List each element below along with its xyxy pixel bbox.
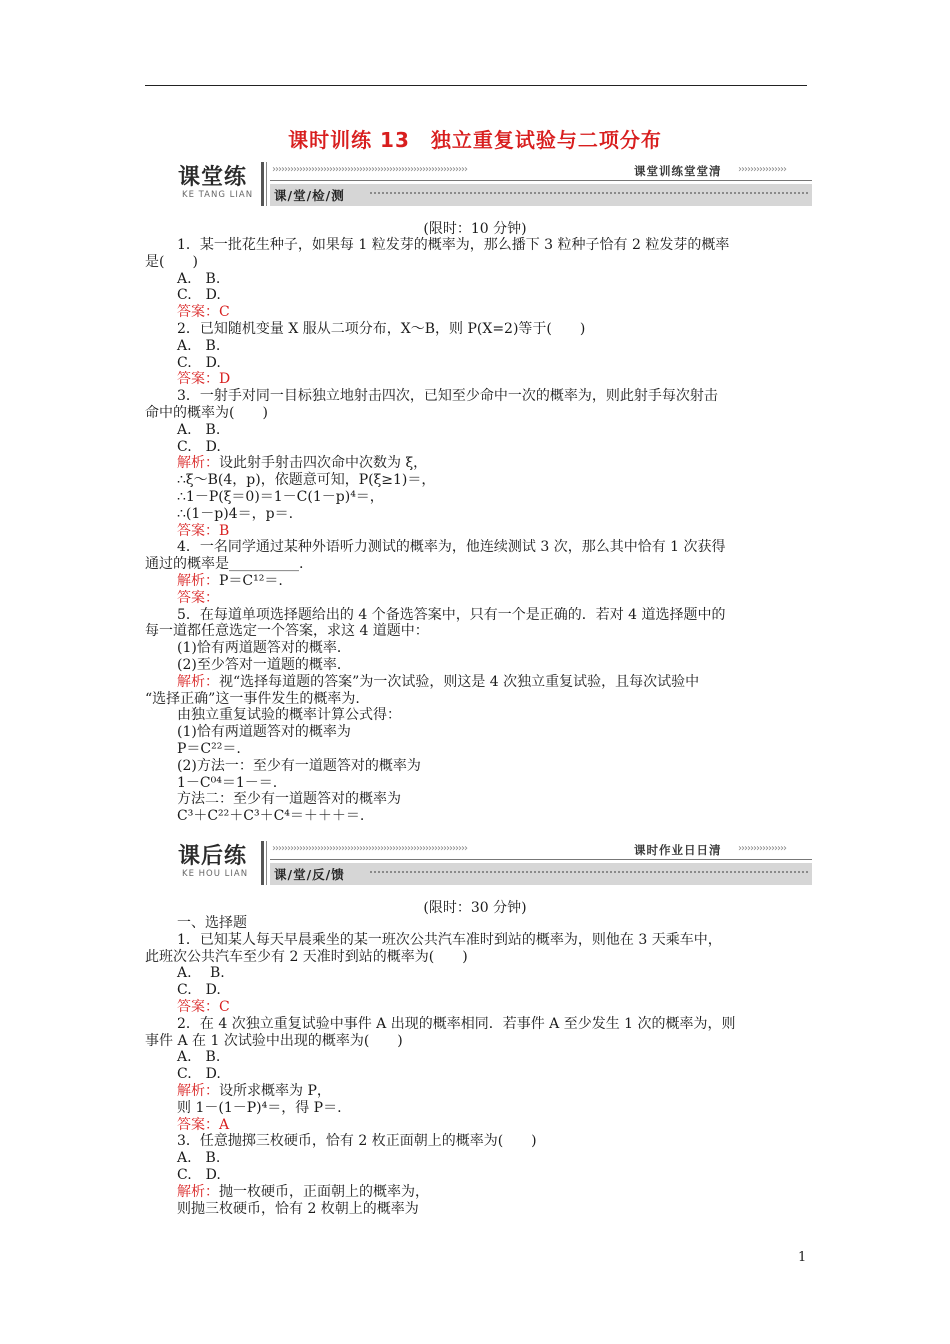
text-line — [145, 489, 810, 506]
text-line — [145, 573, 810, 590]
answer-text: 答案：B — [177, 522, 230, 539]
line-text: 1－C⁰⁴＝1－＝. — [177, 774, 278, 791]
text-line — [145, 915, 810, 932]
analysis-label: 解析： — [177, 1082, 219, 1099]
text-line — [145, 1133, 810, 1150]
chevron-pattern-right: ›››››››››››››››› — [738, 164, 786, 175]
line-text: 抛一枚硬币，正面朝上的概率为， — [219, 1183, 429, 1200]
line-text: P＝C¹²＝. — [219, 572, 283, 589]
text-line — [145, 949, 810, 966]
text-line — [145, 439, 810, 456]
text-line — [145, 590, 810, 607]
line-text: 3．一射手对同一目标独立地射击四次，已知至少命中一次的概率为，则此射手每次射击 — [177, 388, 718, 405]
text-line — [145, 623, 810, 640]
line-text: 5．在每道单项选择题给出的 4 个备选答案中，只有一个是正确的．若对 4 道选择题中的 — [177, 606, 726, 623]
text-line — [145, 999, 810, 1016]
text-line — [145, 539, 810, 556]
line-text: 1．已知某人每天早晨乘坐的某一班次公共汽车准时到站的概率为，则他在 3 天乘车中， — [177, 931, 722, 948]
text-line — [145, 691, 810, 708]
banner-line — [270, 859, 812, 860]
line-text: C. D. — [177, 982, 221, 999]
line-text: A. B. — [177, 1150, 221, 1167]
line-text: 则抛三枚硬币，恰有 2 枚朝上的概率为 — [177, 1200, 419, 1217]
line-text: C³＋C²²＋C³＋C⁴＝＋＋＋＝. — [177, 808, 365, 825]
text-line — [145, 1100, 810, 1117]
banner-pinyin: KE TANG LIAN — [182, 190, 254, 200]
answer-text: 答案：D — [177, 371, 231, 388]
text-line — [145, 338, 810, 355]
section-homework-content — [145, 915, 810, 1217]
line-text: 视“选择每道题的答案”为一次试验，则这是 4 次独立重复试验，且每次试验中 — [219, 673, 700, 690]
text-line — [145, 982, 810, 999]
chevron-pattern-right: ›››››››››››››››› — [738, 843, 786, 854]
text-line — [145, 657, 810, 674]
line-text: 方法二：至少有一道题答对的概率为 — [177, 791, 401, 808]
line-text: C. D. — [177, 1166, 221, 1183]
time-limit-1: (限时：10 分钟) — [423, 221, 527, 237]
text-line — [145, 422, 810, 439]
text-line — [145, 1066, 810, 1083]
line-text: (2)方法一：至少有一道题答对的概率为 — [177, 757, 421, 774]
text-line — [145, 1083, 810, 1100]
banner-pinyin: KE HOU LIAN — [182, 869, 249, 879]
line-text: 是( ) — [145, 253, 198, 270]
banner-divider-thin — [266, 162, 267, 206]
text-line — [145, 1167, 810, 1184]
analysis-label: 解析： — [177, 1183, 219, 1200]
section-classroom-content — [145, 237, 810, 825]
text-line — [145, 1201, 810, 1218]
line-text: 4．一名同学通过某种外语听力测试的概率为，他连续测试 3 次，那么其中恰有 1 次获得 — [177, 539, 726, 556]
line-text: ∴ξ～B(4，p)，依题意可知，P(ξ≥1)＝， — [177, 472, 436, 489]
text-line — [145, 371, 810, 388]
header-rule — [145, 85, 807, 86]
line-text: (1)恰有两道题答对的概率为 — [177, 724, 351, 741]
text-line — [145, 741, 810, 758]
chevron-pattern: ››››››››››››››››››››››››››››››››››››››››››››››››››››››››››››››››› — [272, 164, 467, 175]
line-text: A. B. — [177, 337, 221, 354]
text-line — [145, 287, 810, 304]
text-line — [145, 640, 810, 657]
text-line — [145, 523, 810, 540]
analysis-label: 解析： — [177, 572, 219, 589]
banner-divider — [261, 162, 264, 206]
line-text: 2．已知随机变量 X 服从二项分布，X～B，则 P(X=2)等于( ) — [177, 320, 586, 337]
text-line — [145, 388, 810, 405]
text-line — [145, 808, 810, 825]
text-line — [145, 707, 810, 724]
text-line — [145, 1117, 810, 1134]
line-text: A. B. — [177, 1049, 221, 1066]
text-line — [145, 455, 810, 472]
text-line — [145, 1016, 810, 1033]
dotted-leader — [370, 871, 808, 875]
line-text: A. B. — [177, 421, 221, 438]
banner-tagline: 课堂训练堂堂清 — [630, 163, 726, 179]
text-line — [145, 674, 810, 691]
text-line — [145, 355, 810, 372]
text-line — [145, 965, 810, 982]
banner-heading: 课后练 — [178, 844, 248, 869]
line-text: 通过的概率是__________. — [145, 556, 304, 573]
line-text: ∴1－P(ξ＝0)＝1－C(1－p)⁴＝， — [177, 488, 384, 505]
text-line — [145, 1150, 810, 1167]
line-text: C. D. — [177, 438, 221, 455]
line-text: 每一道都任意选定一个答案，求这 4 道题中： — [145, 623, 429, 640]
answer-text: 答案： — [177, 589, 219, 606]
line-text: 命中的概率为( ) — [145, 404, 268, 421]
text-line — [145, 254, 810, 271]
page-title: 课时训练 13 独立重复试验与二项分布 — [288, 128, 662, 152]
text-line — [145, 556, 810, 573]
line-text: C. D. — [177, 287, 221, 304]
analysis-label: 解析： — [177, 673, 219, 690]
banner-subbar — [270, 184, 812, 206]
line-text: A. B. — [177, 965, 225, 982]
line-text: 设所求概率为 P， — [219, 1082, 331, 1099]
banner-tagline: 课时作业日日清 — [630, 842, 726, 858]
text-line — [145, 775, 810, 792]
text-line — [145, 1033, 810, 1050]
text-line — [145, 607, 810, 624]
banner-heading: 课堂练 — [178, 165, 248, 190]
line-text: (1)恰有两道题答对的概率． — [177, 640, 351, 657]
line-text: (2)至少答对一道题的概率． — [177, 656, 351, 673]
answer-text: 答案：A — [177, 1116, 230, 1133]
line-text: 一、选择题 — [177, 915, 247, 931]
text-line — [145, 472, 810, 489]
banner-sublabel: 课/堂/反/馈 — [274, 867, 345, 882]
line-text: 由独立重复试验的概率计算公式得： — [177, 707, 401, 724]
banner-after-class — [178, 839, 812, 889]
line-text: 此班次公共汽车至少有 2 天准时到站的概率为( ) — [145, 948, 468, 965]
line-text: A. B. — [177, 270, 221, 287]
time-limit-2: (限时：30 分钟) — [423, 900, 527, 916]
line-text: P＝C²²＝. — [177, 740, 241, 757]
line-text: 2．在 4 次独立重复试验中事件 A 出现的概率相同．若事件 A 至少发生 1 次的概率为，则 — [177, 1015, 736, 1032]
banner-classroom — [178, 160, 812, 210]
chevron-pattern: ››››››››››››››››››››››››››››››››››››››››››››››››››››››››››››››››› — [272, 843, 467, 854]
text-line — [145, 1184, 810, 1201]
page-number: 1 — [798, 1250, 807, 1265]
line-text: 1．某一批花生种子，如果每 1 粒发芽的概率为，那么播下 3 粒种子恰有 2 粒发芽的概率 — [177, 237, 730, 253]
text-line — [145, 791, 810, 808]
text-line — [145, 405, 810, 422]
text-line — [145, 724, 810, 741]
text-line — [145, 932, 810, 949]
analysis-label: 解析： — [177, 455, 219, 472]
text-line — [145, 304, 810, 321]
banner-divider — [261, 841, 264, 885]
answer-text: 答案：C — [177, 998, 230, 1015]
answer-text: 答案：C — [177, 304, 230, 321]
line-text: C. D. — [177, 354, 221, 371]
line-text: 设此射手射击四次命中次数为 ξ， — [219, 455, 428, 472]
banner-line — [270, 180, 812, 181]
text-line — [145, 758, 810, 775]
line-text: 3．任意抛掷三枚硬币，恰有 2 枚正面朝上的概率为( ) — [177, 1133, 537, 1150]
text-line — [145, 1049, 810, 1066]
text-line — [145, 271, 810, 288]
text-line — [145, 506, 810, 523]
line-text: 事件 A 在 1 次试验中出现的概率为( ) — [145, 1032, 403, 1049]
line-text: 则 1－(1－P)⁴＝，得 P＝. — [177, 1099, 342, 1116]
text-line — [145, 321, 810, 338]
line-text: C. D. — [177, 1066, 221, 1083]
banner-subbar — [270, 863, 812, 885]
dotted-leader — [370, 192, 808, 196]
banner-sublabel: 课/堂/检/测 — [274, 188, 345, 203]
banner-divider-thin — [266, 841, 267, 885]
line-text: “选择正确”这一事件发生的概率为. — [145, 690, 360, 707]
text-line — [145, 237, 810, 254]
line-text: ∴(1－p)4＝，p＝. — [177, 505, 294, 522]
